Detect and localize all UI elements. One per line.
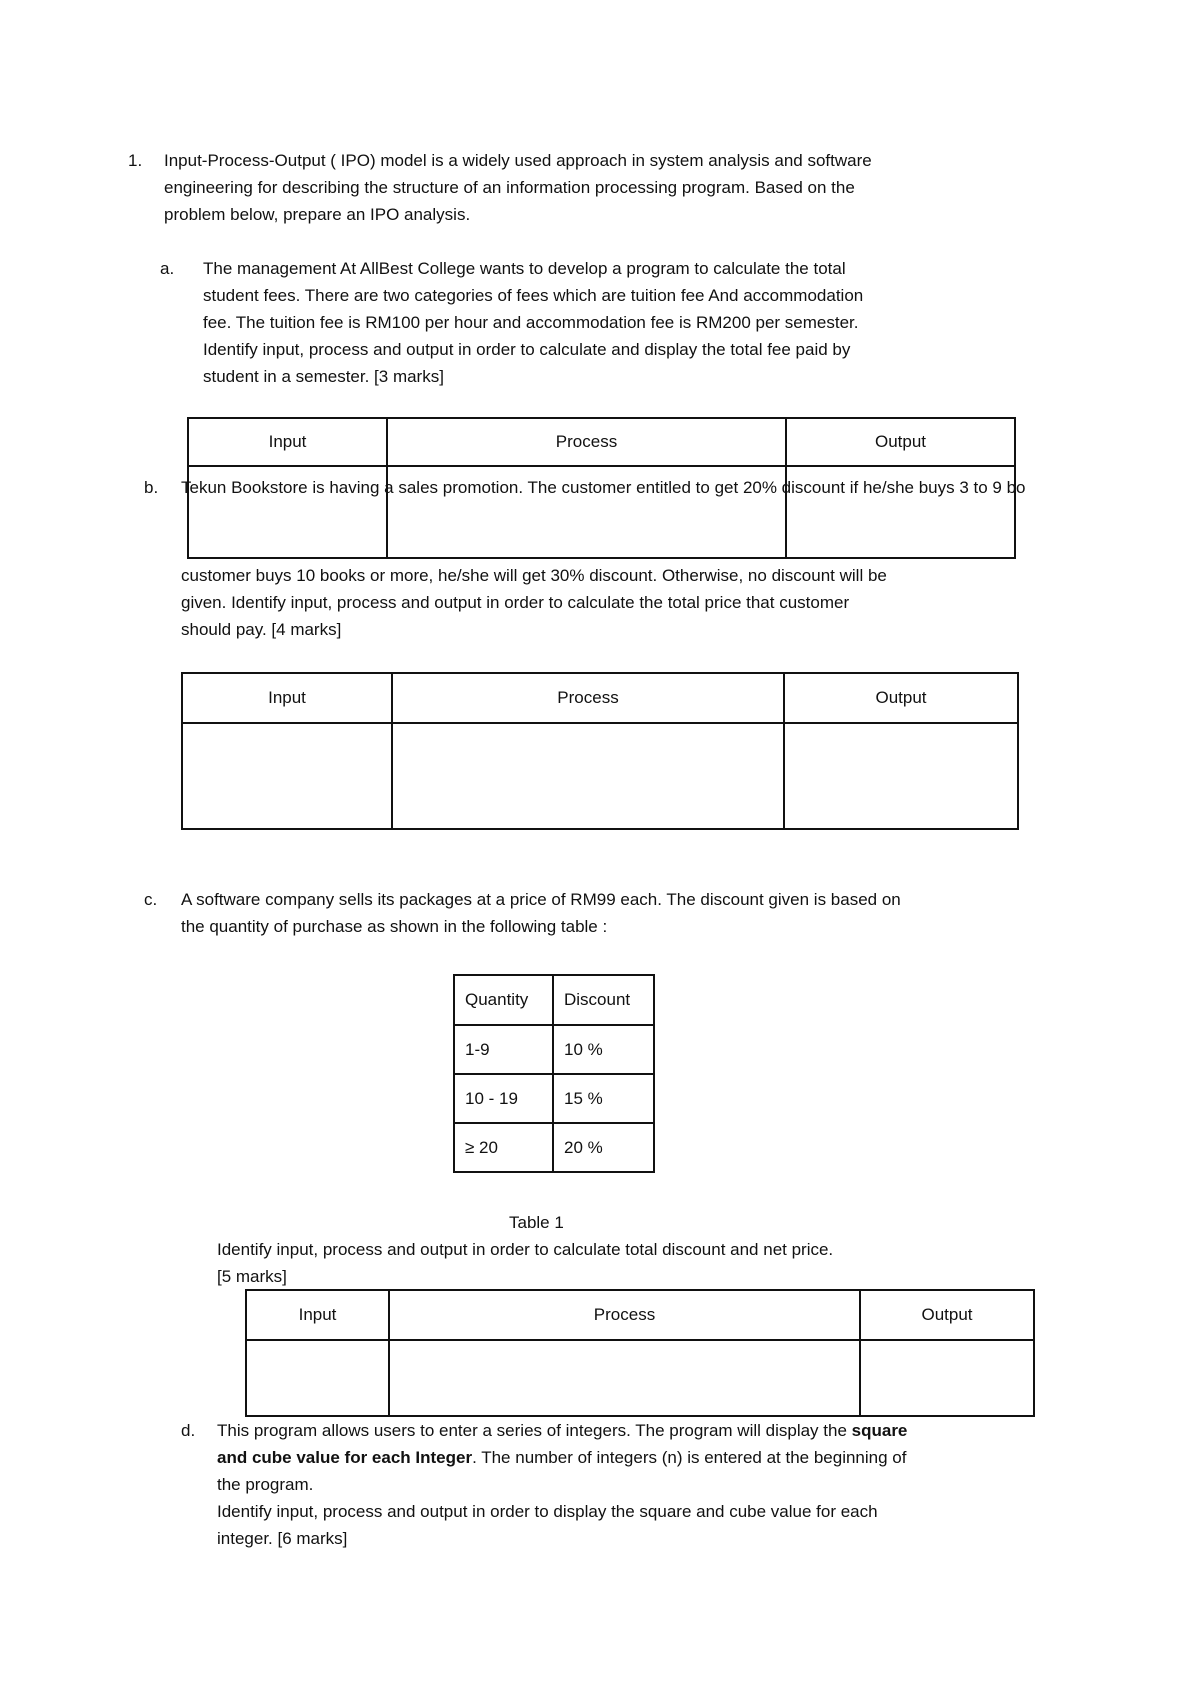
part-d-line: the program. (217, 1475, 314, 1494)
ipo-header-output: Output (860, 1290, 1034, 1340)
part-c-text (181, 886, 901, 940)
discount-cell: 10 % (553, 1025, 654, 1074)
part-c-marks: [5 marks] (217, 1267, 287, 1286)
ipo-cell-input[interactable] (182, 723, 392, 829)
part-d-line2-bold: and cube value for each Integer (217, 1448, 473, 1467)
question-intro (164, 147, 872, 228)
part-c-identify (217, 1236, 833, 1290)
part-a-marker: a. (160, 259, 175, 278)
ipo-header-input: Input (246, 1290, 389, 1340)
ipo-header-output: Output (784, 673, 1018, 723)
part-c-identify-line: Identify input, process and output in order to calculate total discount and net price. (217, 1240, 834, 1259)
ipo-cell-output[interactable] (860, 1340, 1034, 1416)
table-row (454, 1074, 654, 1123)
part-a-line: fee. The tuition fee is RM100 per hour and accommodation fee is RM200 per semester. (203, 313, 859, 332)
part-c-marker: c. (144, 890, 158, 909)
part-a-line: student in a semester. [3 marks] (203, 367, 444, 386)
part-d-line: integer. [6 marks] (217, 1529, 348, 1548)
part-a-line: Identify input, process and output in order to calculate and display the total fee paid by (203, 340, 851, 359)
intro-line: problem below, prepare an IPO analysis. (164, 205, 471, 224)
table-caption: Table 1 (509, 1213, 564, 1232)
quantity-cell: ≥ 20 (454, 1123, 553, 1172)
part-a-line: student fees. There are two categories of fees which are tuition fee And accommodation (203, 286, 864, 305)
part-b-text (181, 562, 887, 643)
part-d-line (217, 1444, 907, 1471)
part-d-line1-bold: square (851, 1421, 908, 1440)
question-number: 1. (128, 151, 143, 170)
intro-line: engineering for describing the structure of an information processing program. Based on the (164, 178, 855, 197)
part-a-text (203, 255, 863, 390)
part-b-first-line: Tekun Bookstore is having a sales promotion. The customer entitled to get 20% discount if he/she buys 3 to 9 bo (181, 478, 1026, 497)
part-d-line1-normal: This program allows users to enter a series of integers. The program will display the (217, 1421, 852, 1440)
ipo-cell-input[interactable] (246, 1340, 389, 1416)
ipo-table-b (181, 672, 1019, 830)
ipo-header-process: Process (392, 673, 784, 723)
part-d-line: Identify input, process and output in order to display the square and cube value for each (217, 1502, 878, 1521)
discount-cell: 20 % (553, 1123, 654, 1172)
ipo-cell-process[interactable] (389, 1340, 860, 1416)
part-b-marker: b. (144, 478, 159, 497)
ipo-cell-process[interactable] (392, 723, 784, 829)
part-d-line (217, 1417, 907, 1444)
ipo-header-output: Output (786, 418, 1015, 466)
discount-table-header-discount: Discount (553, 975, 654, 1025)
part-b-line: customer buys 10 books or more, he/she will get 30% discount. Otherwise, no discount will be (181, 566, 887, 585)
part-b-line: should pay. [4 marks] (181, 620, 342, 639)
part-a-line: The management At AllBest College wants to develop a program to calculate the total (203, 259, 846, 278)
ipo-header-input: Input (182, 673, 392, 723)
part-d-line2-normal: . The number of integers (n) is entered at the beginning of (472, 1448, 907, 1467)
intro-line: Input-Process-Output ( IPO) model is a widely used approach in system analysis and software (164, 151, 872, 170)
ipo-header-process: Process (389, 1290, 860, 1340)
part-d-text (217, 1417, 907, 1552)
ipo-cell-output[interactable] (784, 723, 1018, 829)
quantity-cell: 1-9 (454, 1025, 553, 1074)
table-row (454, 1123, 654, 1172)
ipo-header-process: Process (387, 418, 786, 466)
part-c-line: the quantity of purchase as shown in the following table : (181, 917, 608, 936)
ipo-table-c (245, 1289, 1035, 1417)
discount-table (453, 974, 655, 1173)
table-row (454, 1025, 654, 1074)
quantity-cell: 10 - 19 (454, 1074, 553, 1123)
part-c-line: A software company sells its packages at a price of RM99 each. The discount given is based on (181, 890, 901, 909)
ipo-header-input: Input (188, 418, 387, 466)
part-b-line: given. Identify input, process and output in order to calculate the total price that customer (181, 593, 850, 612)
discount-table-header-quantity: Quantity (454, 975, 553, 1025)
discount-cell: 15 % (553, 1074, 654, 1123)
part-d-marker: d. (181, 1421, 196, 1440)
